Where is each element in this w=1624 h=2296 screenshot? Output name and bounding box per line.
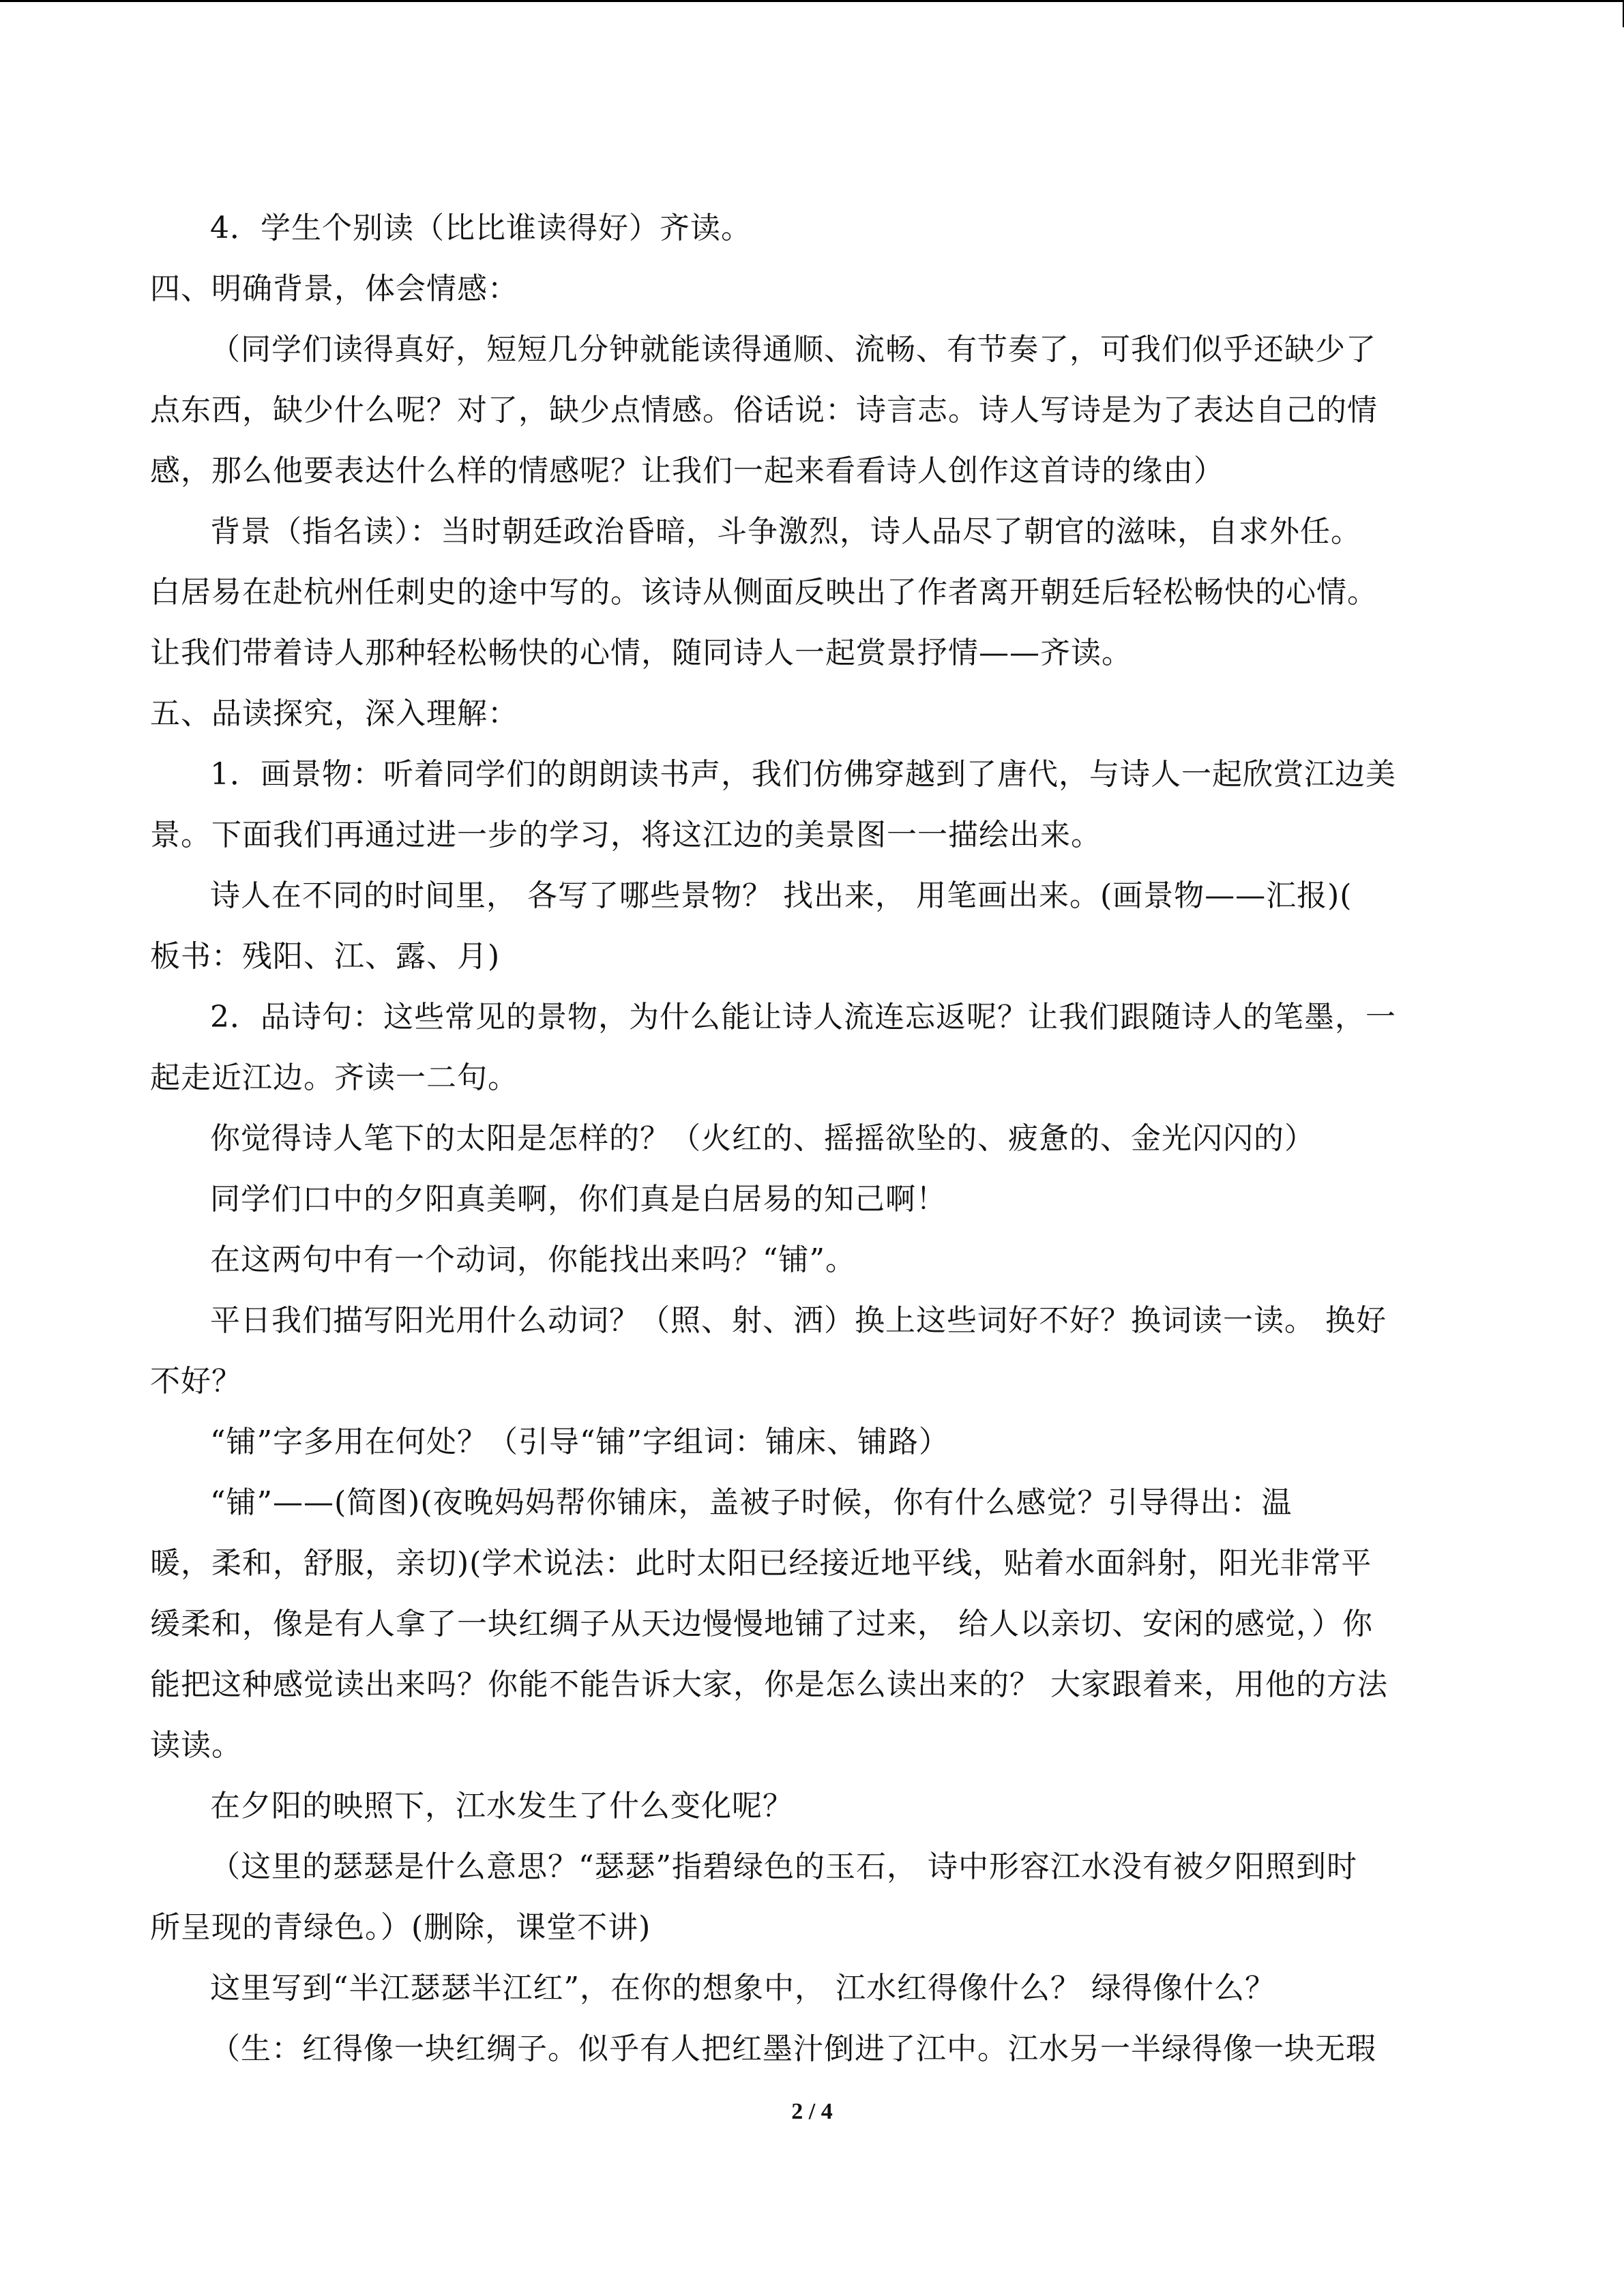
text-line: 白居易在赴杭州任刺史的途中写的。该诗从侧面反映出了作者离开朝廷后轻松畅快的心情。 [150,575,1378,610]
text-line: 所呈现的青绿色。）(删除，课堂不讲) [150,1910,651,1945]
text-line: 平日我们描写阳光用什么动词？（照、射、洒）换上这些词好不好？换词读一读。 换好 [210,1303,1387,1338]
text-line: “铺”——(简图)(夜晚妈妈帮你铺床，盖被子时候，你有什么感觉？引导得出：温 [210,1485,1293,1520]
text-line: 同学们口中的夕阳真美啊，你们真是白居易的知己啊！ [210,1182,947,1217]
top-border [0,0,1624,2]
text-line: 在夕阳的映照下，江水发生了什么变化呢？ [210,1789,793,1823]
text-line: （这里的瑟瑟是什么意思？“瑟瑟”指碧绿色的玉石， 诗中形容江水没有被夕阳照到时 [210,1849,1357,1884]
section-heading: 四、明确背景，体会情感： [150,271,518,306]
text-line: 能把这种感觉读出来吗？你能不能告诉大家，你是怎么读出来的？ 大家跟着来，用他的方法 [150,1667,1388,1702]
text-line: （同学们读得真好，短短几分钟就能读得通顺、流畅、有节奏了，可我们似乎还缺少了 [210,332,1376,367]
text-line: 2．品诗句：这些常见的景物，为什么能让诗人流连忘返呢？让我们跟随诗人的笔墨，一 [210,1000,1396,1034]
text-line: 你觉得诗人笔下的太阳是怎样的？（火红的、摇摇欲坠的、疲惫的、金光闪闪的） [210,1121,1315,1156]
text-line: 不好？ [150,1364,242,1399]
text-line: 感，那么他要表达什么样的情感呢？让我们一起来看看诗人创作这首诗的缘由） [150,453,1224,488]
section-heading: 五、品读探究，深入理解： [150,696,518,731]
text-line: “铺”字多用在何处？（引导“铺”字组词：铺床、铺路） [210,1425,949,1459]
text-line: 缓柔和，像是有人拿了一块红绸子从天边慢慢地铺了过来， 给人以亲切、安闲的感觉，）你 [150,1607,1373,1641]
text-line: 起走近江边。齐读一二句。 [150,1060,518,1095]
text-line: （生：红得像一块红绸子。似乎有人把红墨汁倒进了江中。江水另一半绿得像一块无瑕 [210,2031,1376,2066]
text-line: 景。下面我们再通过进一步的学习，将这江边的美景图一一描绘出来。 [150,818,1102,852]
text-line: 背景（指名读）：当时朝廷政治昏暗，斗争激烈，诗人品尽了朝官的滋味，自求外任。 [210,514,1361,549]
text-line: 板书：残阳、江、露、月) [150,939,501,974]
text-line: 点东西，缺少什么呢？对了，缺少点情感。俗话说：诗言志。诗人写诗是为了表达自己的情 [150,393,1378,428]
document-body [150,198,1473,2079]
text-line: 1．画景物：听着同学们的朗朗读书声，我们仿佛穿越到了唐代，与诗人一起欣赏江边美 [210,757,1396,792]
text-line: 4．学生个别读（比比谁读得好）齐读。 [210,211,752,245]
text-line: 诗人在不同的时间里， 各写了哪些景物？ 找出来， 用笔画出来。(画景物——汇报)( [210,878,1353,913]
text-line: 在这两句中有一个动词，你能找出来吗？“铺”。 [210,1242,856,1277]
page-number: 2 / 4 [791,2099,833,2124]
text-line: 这里写到“半江瑟瑟半江红”，在你的想象中， 江水红得像什么？ 绿得像什么？ [210,1971,1275,2006]
text-line: 暖，柔和，舒服，亲切)(学术说法：此时太阳已经接近地平线，贴着水面斜射，阳光非常平 [150,1546,1372,1581]
text-line: 让我们带着诗人那种轻松畅快的心情，随同诗人一起赏景抒情——齐读。 [150,636,1132,670]
text-line: 读读。 [150,1728,242,1763]
